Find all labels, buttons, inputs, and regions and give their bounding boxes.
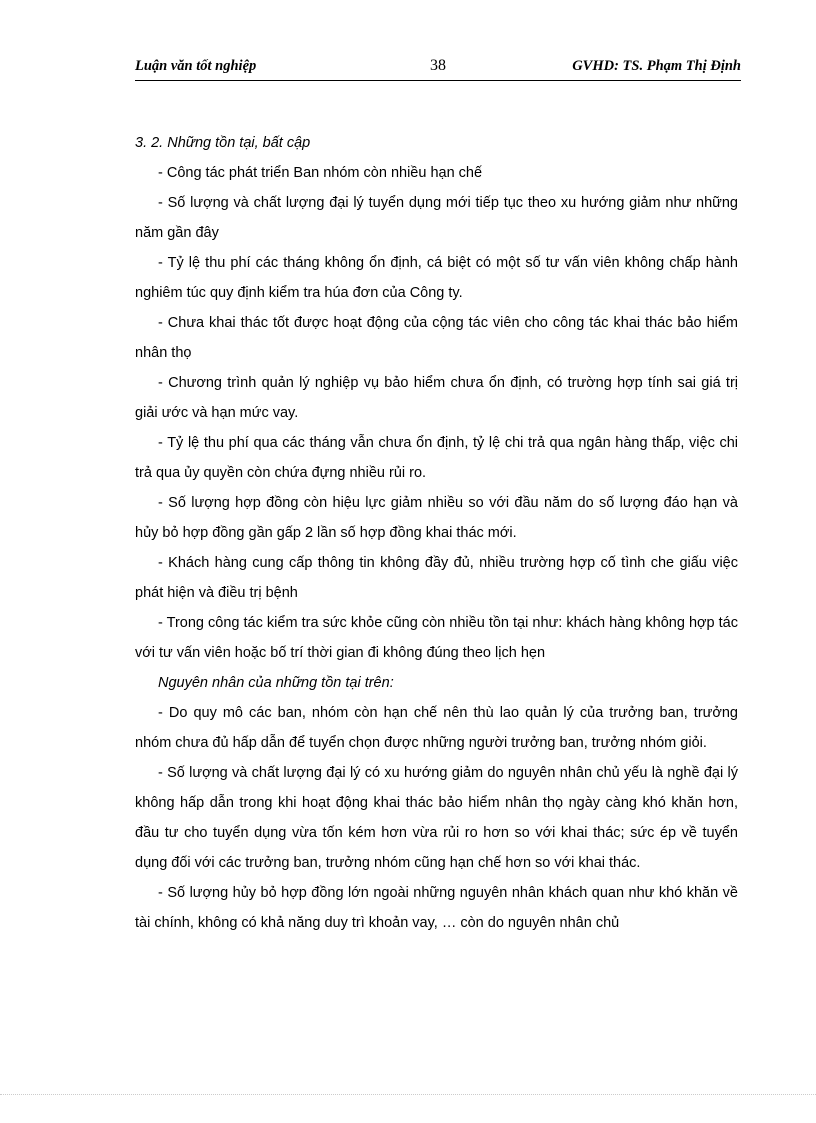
cause-paragraph: - Do quy mô các ban, nhóm còn hạn chế nên thù lao quản lý của trưởng ban, trưởng nhóm chưa đủ hấp dẫn để tuyển chọn được những người trưởng ban, trưởng nhóm giỏi.	[135, 705, 738, 751]
section-heading: 3. 2. Những tồn tại, bất cập	[135, 135, 311, 151]
causes-heading: Nguyên nhân của những tồn tại trên:	[158, 675, 394, 691]
page-body	[135, 128, 738, 938]
cause-paragraph: - Số lượng hủy bỏ hợp đồng lớn ngoài những nguyên nhân khách quan như khó khăn về tài chính, không có khả năng duy trì khoản vay, … còn do nguyên nhân chủ	[135, 885, 738, 931]
paragraph: - Công tác phát triển Ban nhóm còn nhiều hạn chế	[158, 165, 483, 181]
paragraph: - Chưa khai thác tốt được hoạt động của cộng tác viên cho công tác khai thác bảo hiểm nhân thọ	[135, 315, 738, 361]
page-bottom-divider	[0, 1094, 816, 1095]
paragraph: - Số lượng và chất lượng đại lý tuyển dụng mới tiếp tục theo xu hướng giảm như những năm gần đây	[135, 195, 738, 241]
page-number: 38	[430, 57, 446, 74]
page-header	[135, 56, 741, 81]
paragraph: - Tỷ lệ thu phí qua các tháng vẫn chưa ổn định, tỷ lệ chi trả qua ngân hàng thấp, việc chi trả qua ủy quyền còn chứa đựng nhiều rủi ro.	[135, 435, 738, 481]
paragraph: - Số lượng hợp đồng còn hiệu lực giảm nhiều so với đầu năm do số lượng đáo hạn và hủy bỏ hợp đồng gần gấp 2 lần số hợp đồng khai thác mới.	[135, 495, 738, 541]
paragraph: - Tỷ lệ thu phí các tháng không ổn định, cá biệt có một số tư vấn viên không chấp hành nghiêm túc quy định kiểm tra húa đơn của Công ty.	[135, 255, 738, 301]
paragraph: - Chương trình quản lý nghiệp vụ bảo hiểm chưa ổn định, có trường hợp tính sai giá trị giải ước và hạn mức vay.	[135, 375, 738, 421]
paragraph: - Khách hàng cung cấp thông tin không đầy đủ, nhiều trường hợp cố tình che giấu việc phát hiện và điều trị bệnh	[135, 555, 738, 601]
advisor-label: GVHD: TS. Phạm Thị Định	[572, 58, 741, 74]
cause-paragraph: - Số lượng và chất lượng đại lý có xu hướng giảm do nguyên nhân chủ yếu là nghề đại lý không hấp dẫn trong khi hoạt động khai thác bảo hiểm nhân thọ ngày càng khó khăn hơn, đầu tư cho tuyển dụng vừa tốn kém hơn vừa rủi ro hơn so với khai thác; sức ép về tuyển dụng đối với các trưởng ban, trưởng nhóm cũng hạn chế hơn so với khai thác.	[135, 765, 738, 871]
thesis-label: Luận văn tốt nghiệp	[135, 58, 257, 74]
paragraph: - Trong công tác kiểm tra sức khỏe cũng còn nhiều tồn tại như: khách hàng không hợp tác với tư vấn viên hoặc bố trí thời gian đi không đúng theo lịch hẹn	[135, 615, 738, 661]
